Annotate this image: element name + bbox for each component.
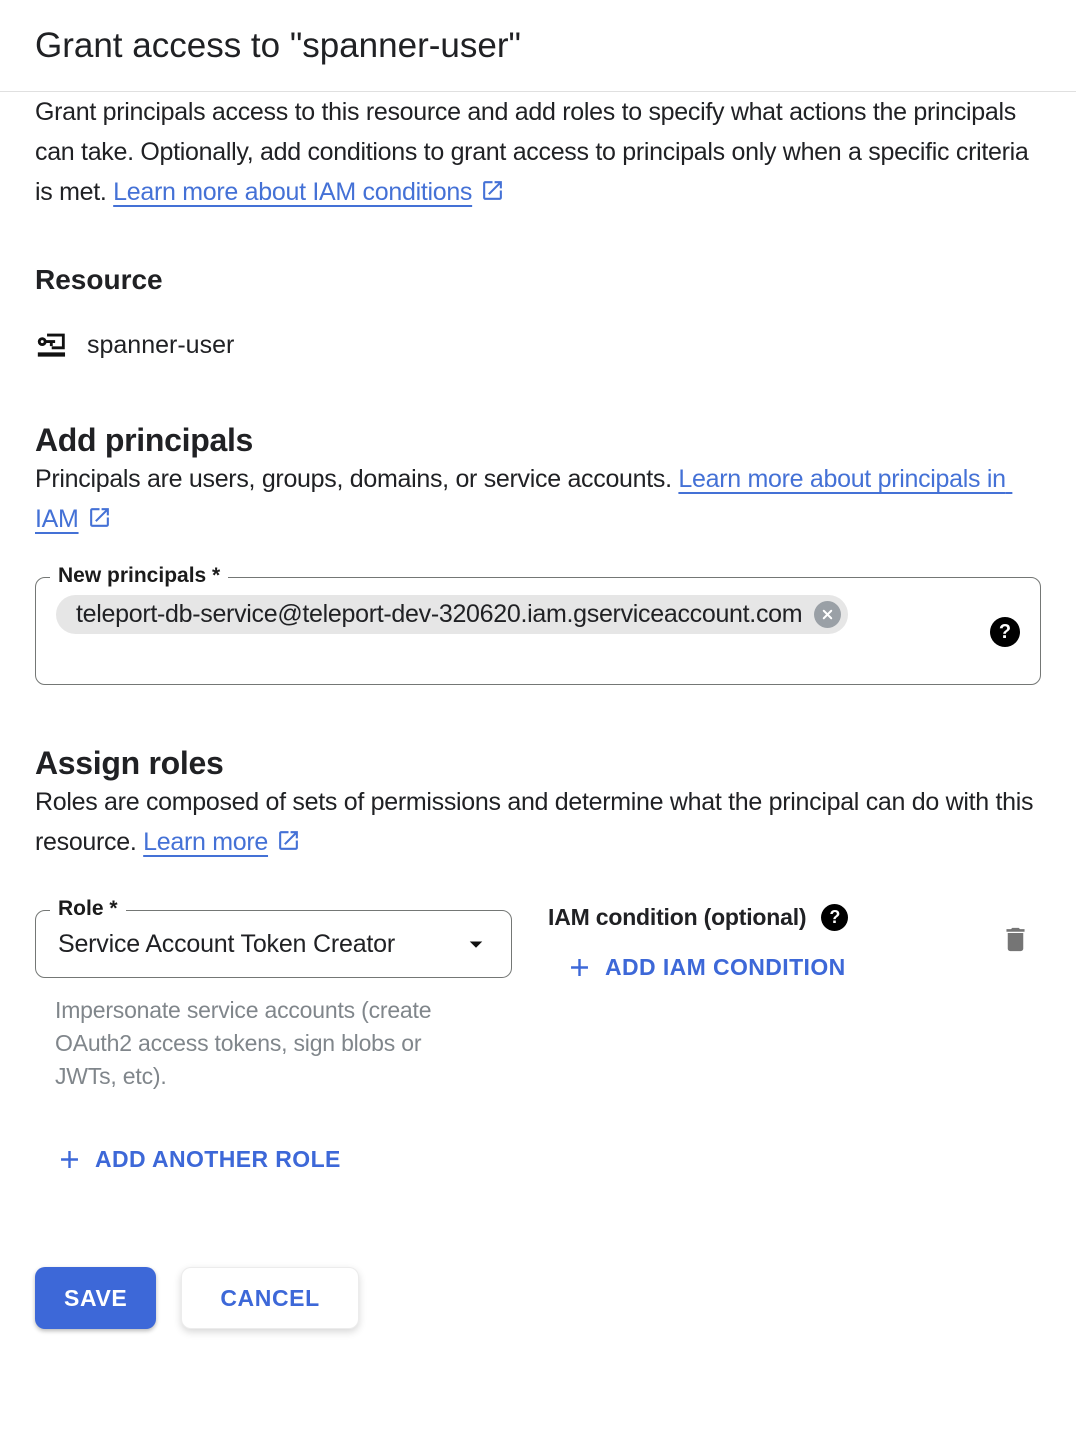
iam-condition-help-button[interactable]	[821, 904, 848, 931]
open-in-new-icon	[480, 178, 505, 203]
dropdown-arrow-icon	[461, 929, 491, 959]
add-principals-heading: Add principals	[35, 422, 254, 458]
dialog-header	[0, 0, 1076, 92]
open-in-new-icon	[276, 828, 301, 853]
role-value: Service Account Token Creator	[58, 929, 395, 958]
dialog-title: Grant access to "spanner-user"	[35, 25, 521, 65]
close-icon	[820, 607, 835, 622]
resource-name: spanner-user	[87, 330, 235, 359]
principal-chip-value: teleport-db-service@teleport-dev-320620.iam.gserviceaccount.com	[76, 600, 803, 628]
open-in-new-icon	[87, 505, 112, 530]
intro-text: Grant principals access to this resource and add roles to specify what actions the principals can take. Optionally, add conditions to grant access to principals only when a specific criteria is met.	[35, 98, 1029, 206]
roles-description	[35, 782, 1041, 862]
learn-more-roles-link[interactable]: Learn more	[143, 828, 301, 856]
learn-more-principals-link[interactable]: Learn more about principals in IAM	[35, 465, 1013, 533]
iam-condition-label-row	[548, 904, 848, 931]
assign-roles-heading: Assign roles	[35, 745, 224, 781]
question-mark-icon: ?	[829, 907, 841, 927]
question-mark-icon: ?	[998, 620, 1012, 643]
save-button[interactable]: SAVE	[35, 1267, 156, 1329]
principals-description	[35, 459, 1041, 539]
role-column	[35, 897, 512, 1179]
add-iam-condition-label: ADD IAM CONDITION	[605, 954, 846, 980]
plus-icon	[565, 953, 594, 982]
remove-principal-button[interactable]	[814, 601, 841, 628]
dialog-actions	[35, 1267, 1041, 1329]
intro-paragraph	[35, 92, 1041, 212]
delete-role-button[interactable]	[1000, 924, 1031, 958]
role-select[interactable]	[35, 897, 512, 978]
role-label: Role *	[50, 897, 126, 921]
add-another-role-button[interactable]	[55, 1145, 341, 1174]
service-account-key-icon	[35, 328, 69, 362]
plus-icon	[55, 1145, 84, 1174]
new-principals-field[interactable]	[35, 564, 1041, 685]
trash-icon	[1000, 924, 1031, 955]
iam-condition-column	[548, 904, 848, 987]
add-iam-condition-button[interactable]	[565, 953, 846, 982]
principals-description-text: Principals are users, groups, domains, or service accounts.	[35, 465, 679, 493]
iam-condition-label: IAM condition (optional)	[548, 904, 807, 930]
principals-help-button[interactable]	[990, 617, 1020, 647]
cancel-button[interactable]: CANCEL	[181, 1267, 358, 1329]
new-principals-label: New principals *	[50, 564, 228, 588]
resource-heading: Resource	[35, 264, 163, 295]
role-helper-text: Impersonate service accounts (create OAuth2 access tokens, sign blobs or JWTs, etc).	[55, 997, 432, 1089]
dialog-body	[0, 92, 1076, 1369]
resource-row	[35, 328, 1041, 362]
principal-chip	[56, 595, 848, 634]
learn-more-iam-conditions-link[interactable]: Learn more about IAM conditions	[113, 178, 505, 206]
add-another-role-label: ADD ANOTHER ROLE	[95, 1146, 341, 1172]
roles-description-text: Roles are composed of sets of permissions and determine what the principal can do with this resource.	[35, 788, 1034, 856]
role-row	[35, 897, 1041, 1179]
